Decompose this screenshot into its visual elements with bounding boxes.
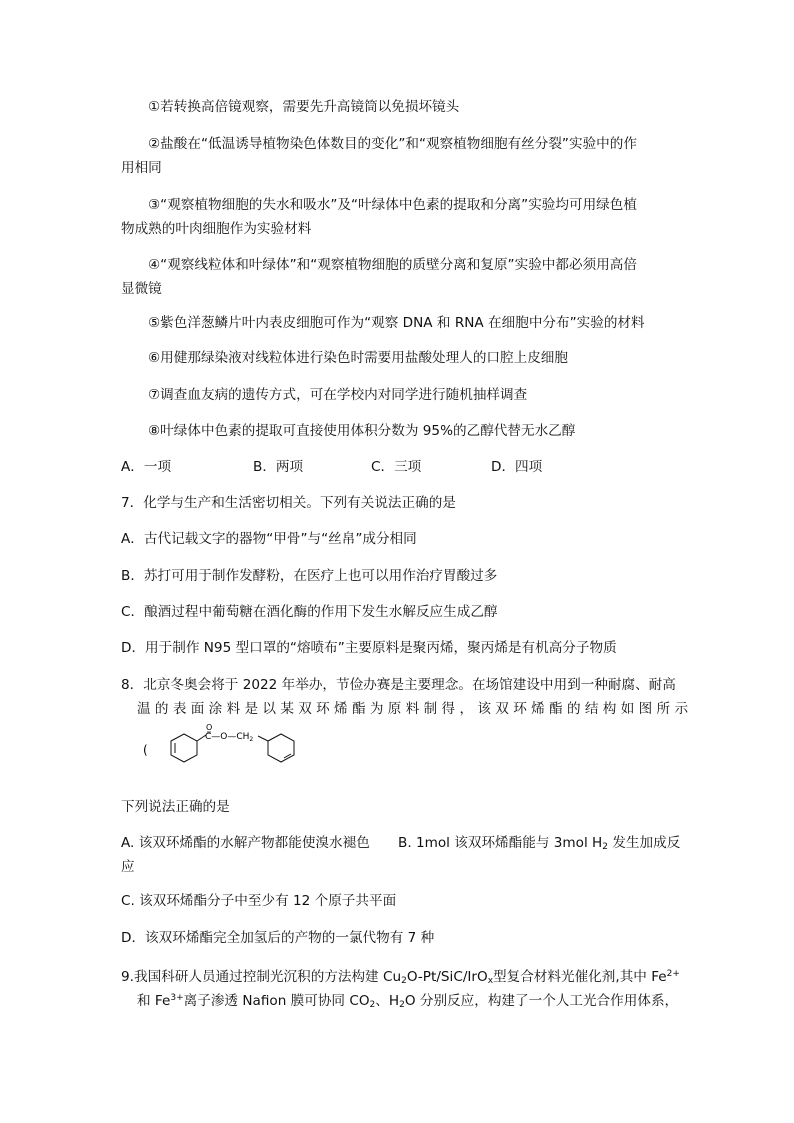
q8-option-d[interactable]: D．该双环烯酯完全加氢后的产物的一氯代物有 7 种 (121, 930, 435, 946)
q8-stem-cont: 温 的 表 面 涂 料 是 以 某 双 环 烯 酯 为 原 料 制 得 ， 该 双 环 烯 酯 的 结 构 如 图 所 示 (137, 701, 689, 717)
q8-option-b[interactable]: B. 1mol 该双环烯酯能与 3mol $H_2$ 发生加成反 (398, 835, 681, 852)
svg-text:C—O—CH2 (205, 732, 253, 743)
ester-chain: C—O—CH (205, 732, 250, 742)
q9-stem: 9.我国科研人员通过控制光沉积的方法构建 $Cu_2O-Pt/SiC/IrO_x$型复合材料光催化剂,其中 $Fe^{2+}$ (121, 969, 680, 986)
q7-option-b[interactable]: B．苏打可用于制作发酵粉，在医疗上也可以用作治疗胃酸过多 (121, 568, 498, 584)
statement-2: ②盐酸在“低温诱导植物染色体数目的变化”和“观察植物细胞有丝分裂”实验中的作 (148, 136, 637, 152)
q8-option-c[interactable]: C. 该双环烯酯分子中至少有 12 个原子共平面 (121, 893, 397, 909)
statement-4-cont: 显微镜 (121, 281, 162, 297)
q8-prompt: 下列说法正确的是 (121, 799, 230, 815)
statement-3: ③“观察植物细胞的失水和吸水”及“叶绿体中色素的提取和分离”实验均可用绿色植 (148, 197, 637, 213)
q6-option-d[interactable]: D．四项 (491, 459, 543, 475)
q8-option-a[interactable]: A. 该双环烯酯的水解产物都能使溴水褪色 (121, 835, 370, 851)
structure-paren: ( (143, 743, 148, 757)
q6-option-c[interactable]: C．三项 (371, 459, 422, 475)
bond-ch2-ring (258, 736, 268, 741)
right-ring (268, 734, 294, 762)
q8-option-b-cont: 应 (121, 859, 135, 875)
q9-stem-cont: 和 $Fe^{3+}$离子渗透 Nafion 膜可协同 $CO_2$、$H_2O$ 分别反应，构建了一个人工光合作用体系， (137, 993, 679, 1010)
statement-8: ⑧叶绿体中色素的提取可直接使用体积分数为 95%的乙醇代替无水乙醇 (148, 423, 576, 439)
ch2-subscript: 2 (249, 736, 254, 743)
q6-option-b[interactable]: B．两项 (253, 459, 304, 475)
q7-option-d[interactable]: D．用于制作 N95 型口罩的“熔喷布”主要原料是聚丙烯，聚丙烯是有机高分子物质 (121, 640, 617, 656)
q6-options (0, 458, 794, 476)
statement-4: ④“观察线粒体和叶绿体”和“观察植物细胞的质壁分离和复原”实验中都必须用高倍 (148, 257, 637, 273)
statement-7: ⑦调查血友病的遗传方式，可在学校内对同学进行随机抽样调查 (148, 387, 528, 403)
dicyclic-ester-structure (140, 722, 320, 776)
statement-5: ⑤紫色洋葱鳞片叶内表皮细胞可作为“观察 DNA 和 RNA 在细胞中分布”实验的材料 (148, 315, 645, 331)
q8-stem: 8．北京冬奥会将于 2022 年举办，节俭办赛是主要理念。在场馆建设中用到一种耐腐、耐高 (121, 677, 676, 693)
statement-3-cont: 物成熟的叶肉细胞作为实验材料 (121, 221, 312, 237)
q7-stem: 7．化学与生产和生活密切相关。下列有关说法正确的是 (121, 495, 456, 511)
q6-option-a[interactable]: A．一项 (121, 459, 172, 475)
q7-option-c[interactable]: C．酿酒过程中葡萄糖在酒化酶的作用下发生水解反应生成乙醇 (121, 604, 498, 620)
statement-2-cont: 用相同 (121, 160, 162, 176)
statement-1: ①若转换高倍镜观察，需要先升高镜筒以免损坏镜头 (148, 99, 460, 115)
carbonyl-oxygen: O (206, 723, 213, 732)
statement-6: ⑥用健那绿染液对线粒体进行染色时需要用盐酸处理人的口腔上皮细胞 (148, 350, 568, 366)
q7-option-a[interactable]: A．古代记载文字的器物“甲骨”与“丝帛”成分相同 (121, 531, 417, 547)
